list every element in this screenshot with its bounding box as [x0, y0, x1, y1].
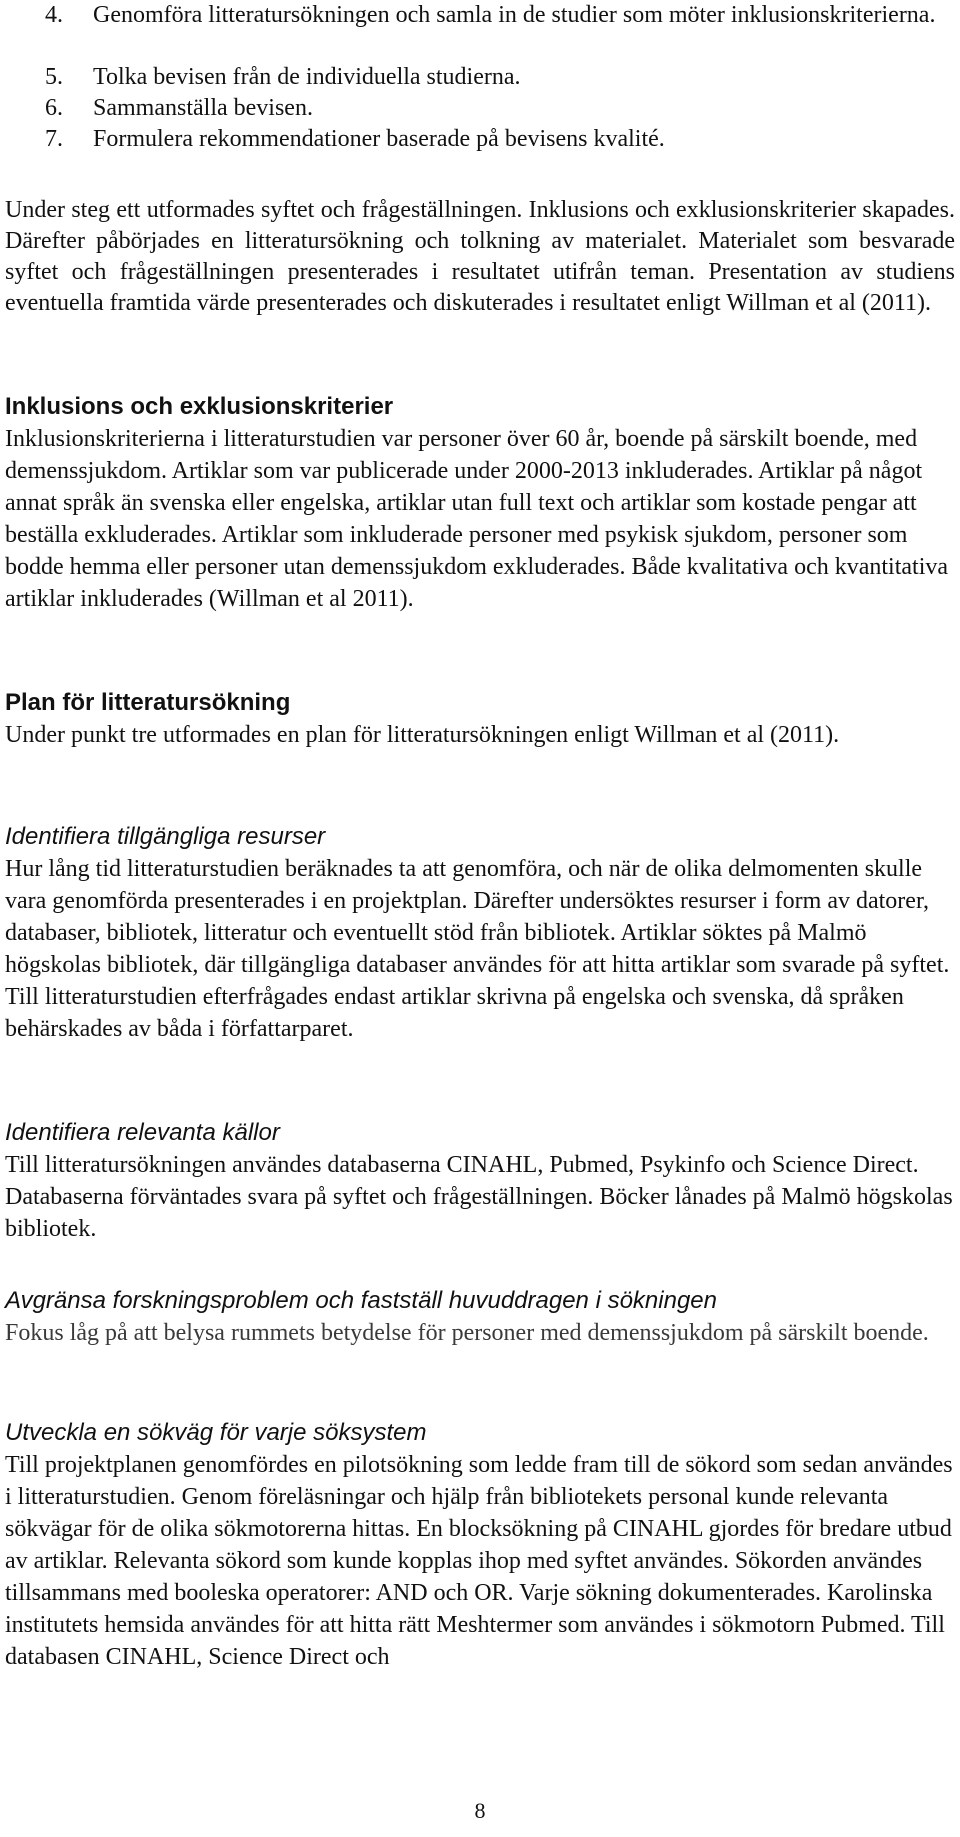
list-text: Genomföra litteratursökningen och samla in de studier som möter inklusionskriterierna.: [93, 2, 936, 28]
heading-sources: Identifiera relevanta källor: [5, 1119, 280, 1146]
page-number: 8: [474, 1798, 486, 1823]
body-resources: Hur lång tid litteraturstudien beräknades ta att genomföra, och när de olika delmomenten skulle vara genomförda presenterades i en projektplan. Därefter undersöktes resurser i form av datorer, databaser, bibliotek, litteratur och eventuellt stöd från bibliotek. Artiklar söktes på Malmö högskolas bibliotek, där tillgängliga databaser användes för att hitta artiklar som svarade på syftet. Till litteraturstudien efterfrågades endast artiklar skrivna på engelska och svenska, då språken behärskades av båda i författarparet.: [5, 856, 950, 1042]
list-number: 4.: [45, 2, 63, 28]
heading-searchpath: Utveckla en sökväg för varje söksystem: [5, 1419, 427, 1446]
body-inclusion: Inklusionskriterierna i litteraturstudien var personer över 60 år, boende på särskilt boende, med demenssjukdom. Artiklar som var publicerade under 2000-2013 inkluderades. Artiklar på något annat språk än svenska eller engelska, artiklar utan full text och artiklar som kostade pengar att beställa exkluderades. Artiklar som inkluderade personer med psykisk sjukdom, personer som bodde hemma eller personer utan demenssjukdom exkluderades. Både kvalitativa och kvantitativa artiklar inkluderades (Willman et al 2011).: [5, 426, 949, 612]
body-searchpath: Till projektplanen genomfördes en pilotsökning som ledde fram till de sökord som sedan användes i litteraturstudien. Genom föreläsningar och hjälp från bibliotekets personal kunde relevanta sökvägar för de olika sökmotorerna hittas. En blocksökning på CINAHL gjordes för bredare utbud av artiklar. Relevanta sökord som kunde kopplas ihop med syftet användes. Sökorden användes tillsammans med booleska operatorer: AND och OR. Varje sökning dokumenterades. Karolinska institutets hemsida användes för att hitta rätt Meshtermer som användes i sökmotorn Pubmed. Till databasen CINAHL, Science Direct och: [5, 1452, 953, 1670]
list-item: [5, 124, 955, 155]
body-plan: Under punkt tre utformades en plan för litteratursökningen enligt Willman et al (2011).: [5, 722, 840, 748]
body-delimit: Fokus låg på att belysa rummets betydelse för personer med demenssjukdom på särskilt boende.: [5, 1320, 929, 1346]
list-text: Sammanställa bevisen.: [93, 95, 313, 121]
intro-paragraph: Under steg ett utformades syftet och frågeställningen. Inklusions och exklusionskriterier skapades. Därefter påbörjades en litteratursökning och tolkning av materialet. Materialet som besvarade syftet och frågeställningen presenterades i resultatet utifrån teman. Presentation av studiens eventuella framtida värde presenterades och diskuterades i resultatet enligt Willman et al (2011).: [5, 197, 955, 316]
list-number: 7.: [45, 126, 63, 152]
list-item: [5, 62, 955, 93]
list-item: [5, 0, 955, 31]
body-sources: Till litteratursökningen användes databaserna CINAHL, Pubmed, Psykinfo och Science Direct. Databaserna förväntades svara på syftet och frågeställningen. Böcker lånades på Malmö högskolas bibliotek.: [5, 1152, 953, 1242]
list-number: 5.: [45, 64, 63, 90]
heading-inclusion: Inklusions och exklusionskriterier: [5, 393, 394, 420]
list-number: 6.: [45, 95, 63, 121]
heading-resources: Identifiera tillgängliga resurser: [5, 823, 326, 850]
list-text: Tolka bevisen från de individuella studierna.: [93, 64, 521, 90]
heading-delimit: Avgränsa forskningsproblem och fastställ huvuddragen i sökningen: [5, 1287, 717, 1314]
heading-plan: Plan för litteratursökning: [5, 689, 291, 716]
list-text: Formulera rekommendationer baserade på bevisens kvalité.: [93, 126, 665, 152]
list-item: [5, 93, 955, 124]
